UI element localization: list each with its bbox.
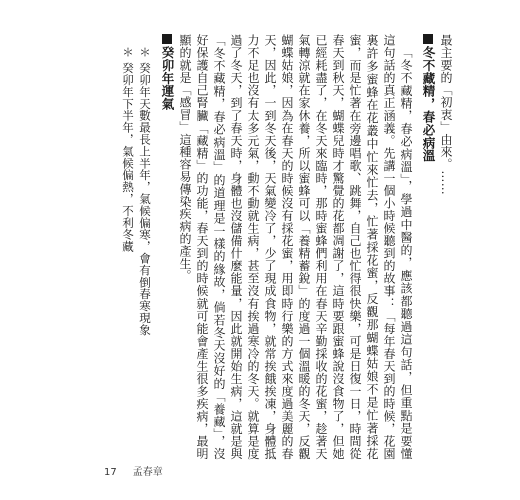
section-heading-winter [420, 34, 437, 460]
page-footer [104, 463, 163, 478]
section-heading-yearly-qi [159, 34, 176, 460]
intro-line: 最主要的「初衷」由來。…… [439, 34, 453, 196]
book-title: 孟春章 [132, 467, 163, 478]
heading-text: 冬不藏精，春必病溫 [421, 46, 436, 163]
main-text [54, 34, 454, 460]
note-item: ＊ 癸卯年下半年，氣候偏熱，不利冬藏 [121, 45, 135, 252]
note-item: ＊ 癸卯年天數最長上半年，氣候偏寒，會有倒春寒現象 [138, 45, 152, 336]
square-bullet-icon [162, 34, 172, 44]
body-paragraph: 「冬不藏精，春必病溫」，學過中醫的，應該都聽過這句話，但重點是要懂這句話的真正涵義。先講一個小時候聽到的故事：「每年春天到的時候，花園裏許多蜜蜂在花叢中忙來忙去，忙著採花蜜，反觀那蝴蝶姑娘不是忙著採花蜜，而是忙著在旁邊唱歌、跳舞，自己也忙得很快樂，可是日復一日，時間從春天到秋天，蝴蝶兒時才驚覺的花都凋謝了，這時要跟蜜蜂說沒食物了，但她已經耗盡了，在冬天來臨時，那時蜜蜂們利用在春天辛勤採收的花蜜，趁著天氣轉涼就在家休養，所以蜜蜂可以「養精蓄銳」的度過一個溫暖的冬天，反觀蝴蝶姑娘，因為在春天的時候沒有採花蜜，用即時行樂的方式來度過美麗的春天，因此，一到冬天後，天氣變冷了，少了現成食物，就常挨餓挨凍，身體抵力不足也沒有太多元氣，動不動就生病，甚至沒有挨過寒冷的冬天。就算是度過了冬天，到了春天時，身體也沒儲備什麼能量，因此就開始生病，這就是與「冬不藏精，春必病溫」的道理是一樣的緣故，倘若冬天沒好的「養藏」，沒好保護自己腎臟「藏精」的功能，春天到的時候就可能會產生很多疾病，最明顯的就是「感冒」這種容易傳染疾病的產生。 [178, 34, 413, 460]
square-bullet-icon [423, 34, 433, 44]
page-number: 17 [104, 467, 117, 478]
heading-text: 癸卯年運氣 [160, 46, 175, 111]
